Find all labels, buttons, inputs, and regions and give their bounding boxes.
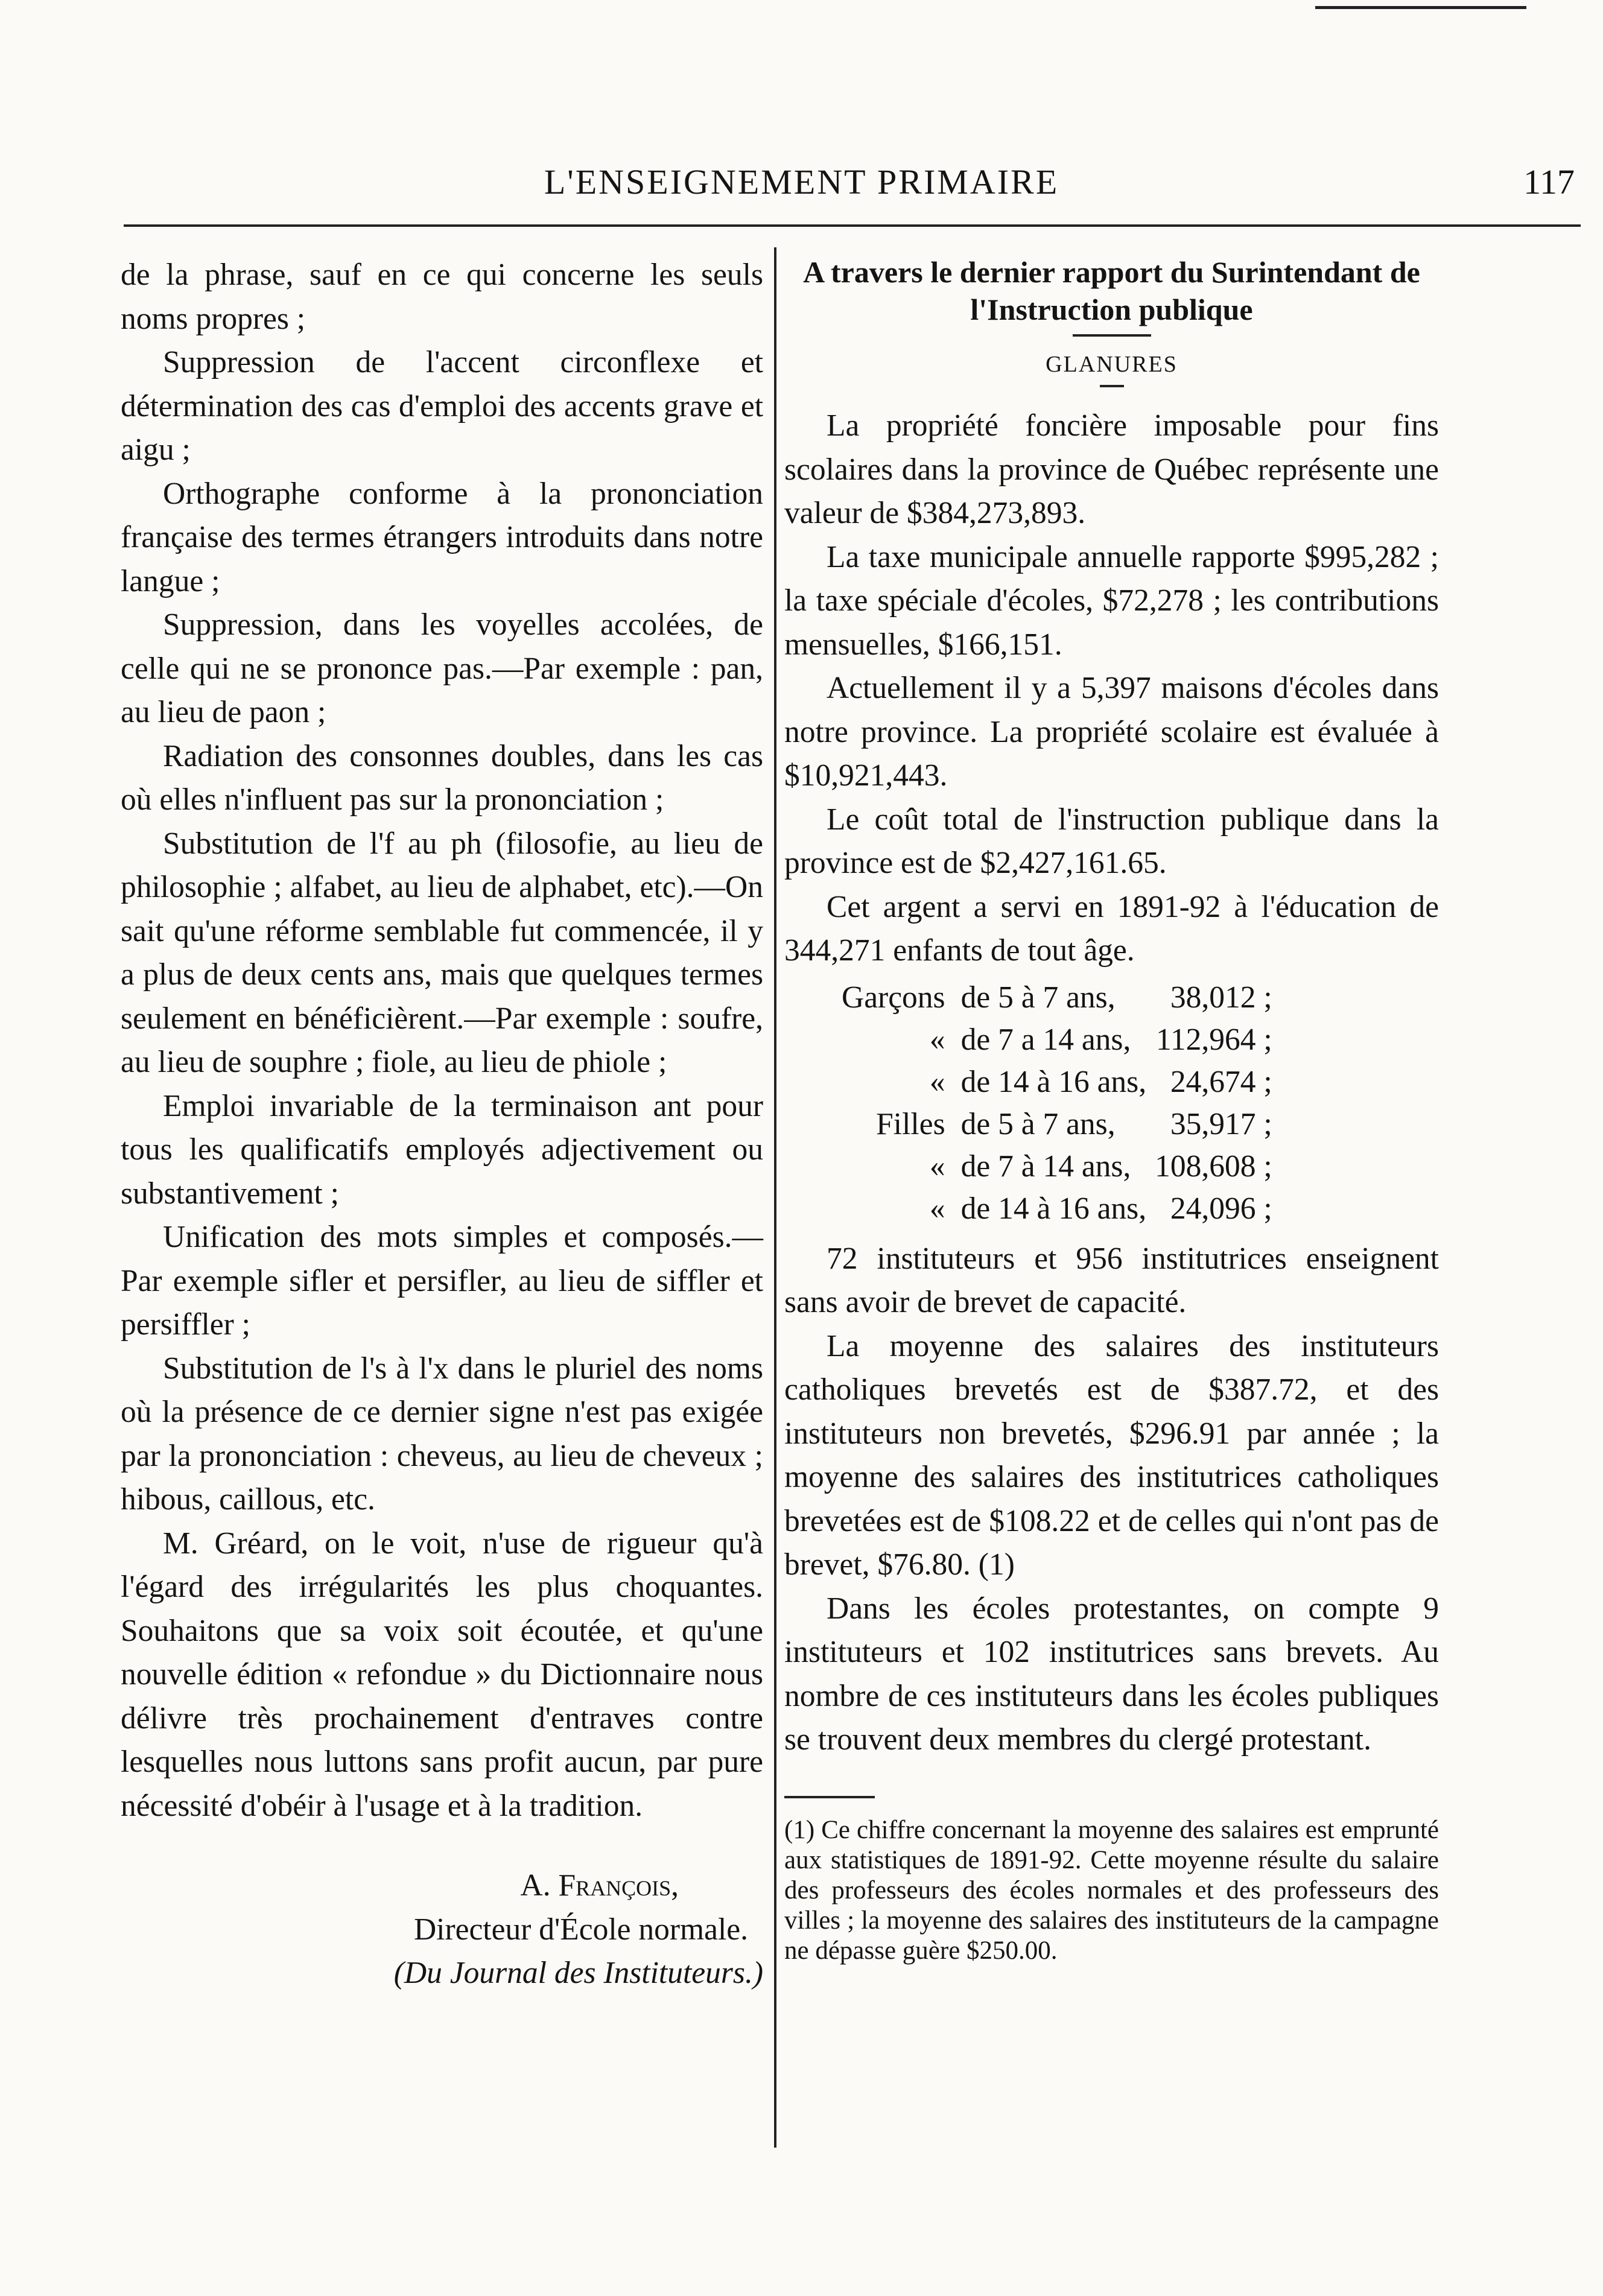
paragraph: La propriété foncière imposable pour fins scolaires dans la province de Québec représente une valeur de $384,273,893.: [784, 408, 1439, 530]
stat-label: «: [929, 1191, 945, 1226]
paragraph: La moyenne des salaires des instituteurs catholiques brevetés est de $387.72, et des instituteurs non brevetés, $296.91 par année ; la moyenne des salaires des institutrices catholiques brevetées est de $108.22 et de celles qui n'ont pas de brevet, $76.80. (1): [784, 1328, 1439, 1582]
source-citation: (Du Journal des Instituteurs.): [393, 1956, 763, 1990]
paragraph: Emploi invariable de la terminaison ant pour tous les qualificatifs employés adjectivement ou substantivement ;: [121, 1088, 763, 1211]
stat-label: Filles: [876, 1106, 945, 1141]
table-row: [842, 977, 1281, 1019]
paragraph: Suppression de l'accent circonflexe et détermination des cas d'emploi des accents grave et aigu ;: [121, 345, 763, 467]
column-divider: [774, 247, 776, 2148]
section-subheading: GLANURES: [1046, 352, 1178, 377]
stat-age: de 7 à 14 ans,: [960, 1149, 1131, 1184]
paragraph: Orthographe conforme à la prononciation française des termes étrangers introduits dans notre langue ;: [121, 476, 763, 598]
table-row: [842, 1103, 1281, 1146]
subheading-dash: [1100, 385, 1124, 387]
stat-count: 24,096 ;: [1170, 1191, 1272, 1226]
stat-label: «: [929, 1064, 945, 1099]
stat-age: de 14 à 16 ans,: [960, 1191, 1147, 1226]
paragraph: Dans les écoles protestantes, on compte 9 instituteurs et 102 institutrices sans brevets. Au nombre de ces instituteurs dans les écoles publiques se trouvent deux membres du clergé protestant.: [784, 1591, 1439, 1757]
stat-count: 112,964 ;: [1156, 1022, 1272, 1057]
paragraph: Le coût total de l'instruction publique dans la province est de $2,427,161.65.: [784, 802, 1439, 880]
paragraph: Cet argent a servi en 1891-92 à l'éducation de 344,271 enfants de tout âge.: [784, 889, 1439, 968]
table-row: [842, 1019, 1281, 1061]
stat-count: 108,608 ;: [1155, 1149, 1272, 1184]
table-row: [842, 1188, 1281, 1230]
author-title: Directeur d'École normale.: [413, 1912, 748, 1947]
paragraph: 72 instituteurs et 956 institutrices enseignent sans avoir de brevet de capacité.: [784, 1241, 1439, 1319]
table-row: [842, 1146, 1281, 1188]
table-row: [842, 1061, 1281, 1103]
top-rule: [1315, 6, 1526, 9]
running-header-title: L'ENSEIGNEMENT PRIMAIRE: [544, 162, 1059, 201]
paragraph: de la phrase, sauf en ce qui concerne les seuls noms propres ;: [121, 258, 763, 336]
footnote-rule: [784, 1796, 875, 1798]
paragraph: Unification des mots simples et composés.—Par exemple sifler et persifler, au lieu de siffler et persiffler ;: [121, 1220, 763, 1342]
author-name: A. François,: [520, 1868, 679, 1903]
stat-label: «: [929, 1022, 945, 1057]
left-column: [121, 253, 763, 1996]
stat-count: 38,012 ;: [1170, 980, 1272, 1015]
signature-block: [121, 1864, 763, 1996]
paragraph: La taxe municipale annuelle rapporte $995,282 ; la taxe spéciale d'écoles, $72,278 ; les contributions mensuelles, $166,151.: [784, 539, 1439, 662]
stat-label: Garçons: [842, 980, 945, 1015]
stat-age: de 5 à 7 ans,: [960, 980, 1116, 1015]
stat-count: 24,674 ;: [1170, 1064, 1272, 1099]
paragraph: Substitution de l's à l'x dans le pluriel des noms où la présence de ce dernier signe n'est pas exigée par la prononciation : cheveus, au lieu de cheveux ; hibous, caillous, etc.: [121, 1351, 763, 1517]
stat-age: de 5 à 7 ans,: [960, 1106, 1116, 1141]
stat-count: 35,917 ;: [1170, 1106, 1272, 1141]
paragraph: Substitution de l'f au ph (filosofie, au lieu de philosophie ; alfabet, au lieu de alphabet, etc).—On sait qu'une réforme semblable fut commencée, il y a plus de deux cents ans, mais que quelques termes seulement en bénéficièrent.—Par exemple : soufre, au lieu de souphre ; fiole, au lieu de phiole ;: [121, 826, 763, 1079]
paragraph: M. Gréard, on le voit, n'use de rigueur qu'à l'égard des irrégularités les plus choquantes. Souhaitons que sa voix soit écoutée, et qu'une nouvelle édition « refondue » du Dictionnaire nous délivre très prochainement d'entraves contre lesquelles nous luttons sans profit aucun, par pure nécessité d'obéir à l'usage et à la tradition.: [121, 1526, 763, 1823]
article-heading: A travers le dernier rapport du Surintendant de l'Instruction publique: [803, 255, 1420, 326]
paragraph: Radiation des consonnes doubles, dans les cas où elles n'influent pas sur la prononciation ;: [121, 738, 763, 817]
stat-label: «: [929, 1149, 945, 1184]
heading-rule: [1073, 334, 1151, 337]
header-rule: [124, 224, 1581, 227]
right-column: [784, 253, 1439, 1966]
stat-age: de 7 a 14 ans,: [960, 1022, 1131, 1057]
enrollment-table: [842, 977, 1281, 1230]
footnote: (1) Ce chiffre concernant la moyenne des salaires est emprunté aux statistiques de 1891-92. Cette moyenne résulte du salaire des professeurs des écoles normales et des professeurs des villes ; la moyenne des salaires des instituteurs de la campagne ne dépasse guère $250.00.: [784, 1815, 1439, 1965]
stat-age: de 14 à 16 ans,: [960, 1064, 1147, 1099]
page-number: 117: [1523, 162, 1575, 201]
paragraph: Actuellement il y a 5,397 maisons d'écoles dans notre province. La propriété scolaire est évaluée à $10,921,443.: [784, 671, 1439, 793]
paragraph: Suppression, dans les voyelles accolées, de celle qui ne se prononce pas.—Par exemple : pan, au lieu de paon ;: [121, 607, 763, 729]
